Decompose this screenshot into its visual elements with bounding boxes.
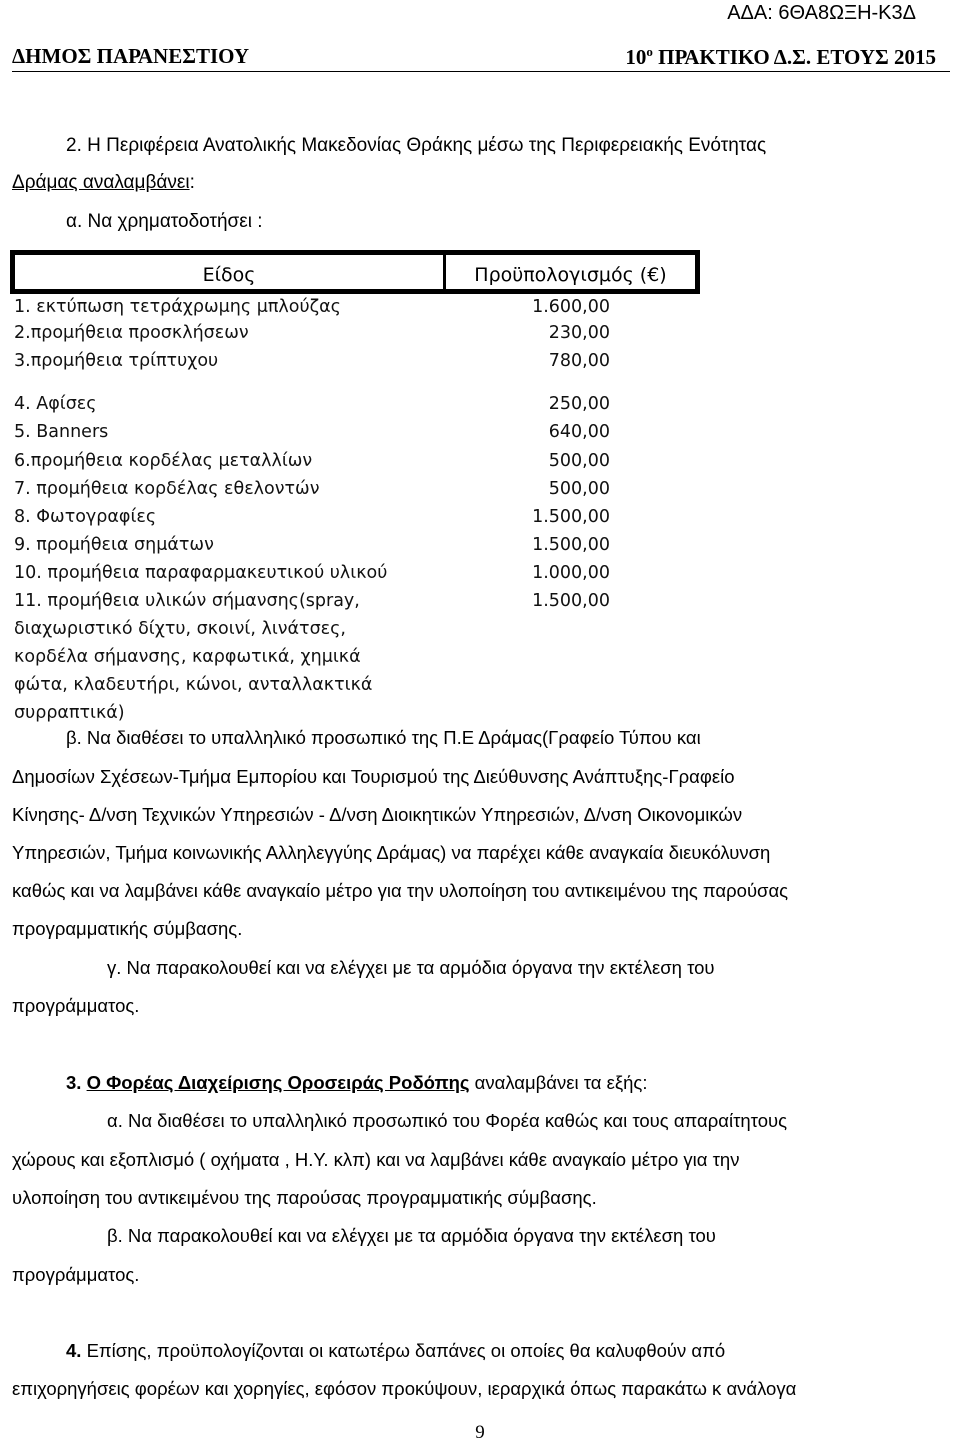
table-row-value: 230,00	[548, 323, 610, 343]
section3-number: 3.	[66, 1072, 82, 1093]
section2b-line: Υπηρεσιών, Τμήμα κοινωνικής Αλληλεγγύης Δράμας) να παρέχει κάθε αναγκαία διευκόλυνση	[12, 842, 771, 863]
section3a-line: α. Να διαθέσει το υπαλληλικό προσωπικό του Φορέα καθώς και τους απαραίτητους	[107, 1110, 788, 1131]
table-row-label: 7. προμήθεια κορδέλας εθελοντών	[14, 479, 320, 499]
table-row-value: 1.500,00	[532, 535, 610, 555]
table-row-value: 1.600,00	[532, 297, 610, 317]
table-row-value: 1.000,00	[532, 563, 610, 583]
section2b-line: Δημοσίων Σχέσεων-Τμήμα Εμπορίου και Τουρισμού της Διεύθυνσης Ανάπτυξης-Γραφείο	[12, 766, 735, 787]
section4-line1	[66, 1340, 725, 1362]
table-row-label: 4. Αφίσες	[14, 394, 97, 414]
table-row-cont: φώτα, κλαδευτήρι, κώνοι, ανταλλακτικά	[14, 675, 373, 695]
section2-line2-colon: :	[189, 172, 195, 193]
table-row-label: 2.προμήθεια προσκλήσεων	[14, 323, 249, 343]
section2-line1: 2. Η Περιφέρεια Ανατολικής Μακεδονίας Θράκης μέσω της Περιφερειακής Ενότητας	[66, 135, 767, 156]
section2b-line: Κίνησης- Δ/νση Τεχνικών Υπηρεσιών - Δ/νση Διοικητικών Υπηρεσιών, Δ/νση Οικονομικών	[12, 804, 743, 825]
minutes-rest: ΠΡΑΚΤΙΚΟ Δ.Σ. ΕΤΟΥΣ 2015	[652, 45, 936, 69]
table-row-label: 1. εκτύπωση τετράχρωμης μπλούζας	[14, 297, 341, 317]
table-row-cont: κορδέλα σήμανσης, καρφωτικά, χημικά	[14, 647, 361, 667]
section2c-line: προγράμματος.	[12, 995, 140, 1016]
section2b-line: προγραμματικής σύμβασης.	[12, 918, 243, 939]
header-rule	[12, 71, 950, 72]
municipality-name: ΔΗΜΟΣ ΠΑΡΑΝΕΣΤΙΟΥ	[12, 44, 250, 68]
table-row-label: 3.προμήθεια τρίπτυχου	[14, 351, 219, 371]
minutes-title	[625, 44, 936, 70]
table-row-label: 6.προμήθεια κορδέλας μεταλλίων	[14, 451, 313, 471]
table-row-cont: διαχωριστικό δίχτυ, σκοινί, λινάτσες,	[14, 619, 346, 639]
table-row-value: 640,00	[548, 422, 610, 442]
table-row-label: 10. προμήθεια παραφαρμακευτικού υλικού	[14, 563, 388, 583]
table-row-label: 11. προμήθεια υλικών σήμανσης(spray,	[14, 591, 360, 611]
page-number: 9	[475, 1422, 485, 1443]
section4-number: 4.	[66, 1340, 82, 1361]
section3-rest: αναλαμβάνει τα εξής:	[469, 1072, 648, 1093]
section3a-line: χώρους και εξοπλισμό ( οχήματα , Η.Υ. κλπ) και να λαμβάνει κάθε αναγκαίο μέτρο για την	[12, 1149, 740, 1170]
section2b-line: β. Να διαθέσει το υπαλληλικό προσωπικό της Π.Ε Δράμας(Γραφείο Τύπου και	[66, 727, 701, 748]
section4-line2: επιχορηγήσεις φορέων και χορηγίες, εφόσον προκύψουν, ιεραρχικά όπως παρακάτω κ ανάλογα	[12, 1378, 797, 1399]
section3-title: Ο Φορέας Διαχείρισης Οροσειράς Ροδόπης	[86, 1072, 470, 1093]
section2-line2-underlined: Δράμας αναλαμβάνει	[12, 172, 190, 193]
section2-sub-a: α. Να χρηματοδοτήσει :	[66, 211, 263, 232]
table-row-cont: συρραπτικά)	[14, 703, 125, 723]
table-row-value: 780,00	[548, 351, 610, 371]
section3b-line: προγράμματος.	[12, 1264, 140, 1285]
minutes-ordinal: ο	[646, 44, 653, 59]
col-header-budget: Προϋπολογισμός (€)	[474, 264, 667, 286]
minutes-number: 10	[625, 45, 647, 69]
table-row-label: 8. Φωτογραφίες	[14, 507, 157, 527]
table-row-value: 500,00	[548, 479, 610, 499]
section3a-line: υλοποίηση του αντικειμένου της παρούσας προγραμματικής σύμβασης.	[12, 1187, 597, 1208]
table-row-value: 500,00	[548, 451, 610, 471]
section3-heading	[66, 1072, 648, 1094]
table-row-label: 9. προμήθεια σημάτων	[14, 535, 214, 555]
table-row-value: 1.500,00	[532, 591, 610, 611]
section3b-line: β. Να παρακολουθεί και να ελέγχει με τα αρμόδια όργανα την εκτέλεση του	[107, 1225, 716, 1246]
budget-table-header	[10, 250, 700, 294]
table-row-label: 5. Banners	[14, 422, 109, 442]
section4-text: Επίσης, προϋπολογίζονται οι κατωτέρω δαπάνες οι οποίες θα καλυφθούν από	[86, 1340, 726, 1361]
table-row-value: 250,00	[548, 394, 610, 414]
col-header-item: Είδος	[202, 264, 256, 286]
ada-code: ΑΔΑ: 6ΘΑ8ΩΞΗ-Κ3Δ	[727, 2, 916, 24]
section2-line2	[12, 172, 195, 194]
table-row-value: 1.500,00	[532, 507, 610, 527]
section2c-line: γ. Να παρακολουθεί και να ελέγχει με τα αρμόδια όργανα την εκτέλεση του	[107, 957, 715, 978]
section2b-line: καθώς και να λαμβάνει κάθε αναγκαίο μέτρο για την υλοποίηση του αντικειμένου της παρούσας	[12, 880, 789, 901]
